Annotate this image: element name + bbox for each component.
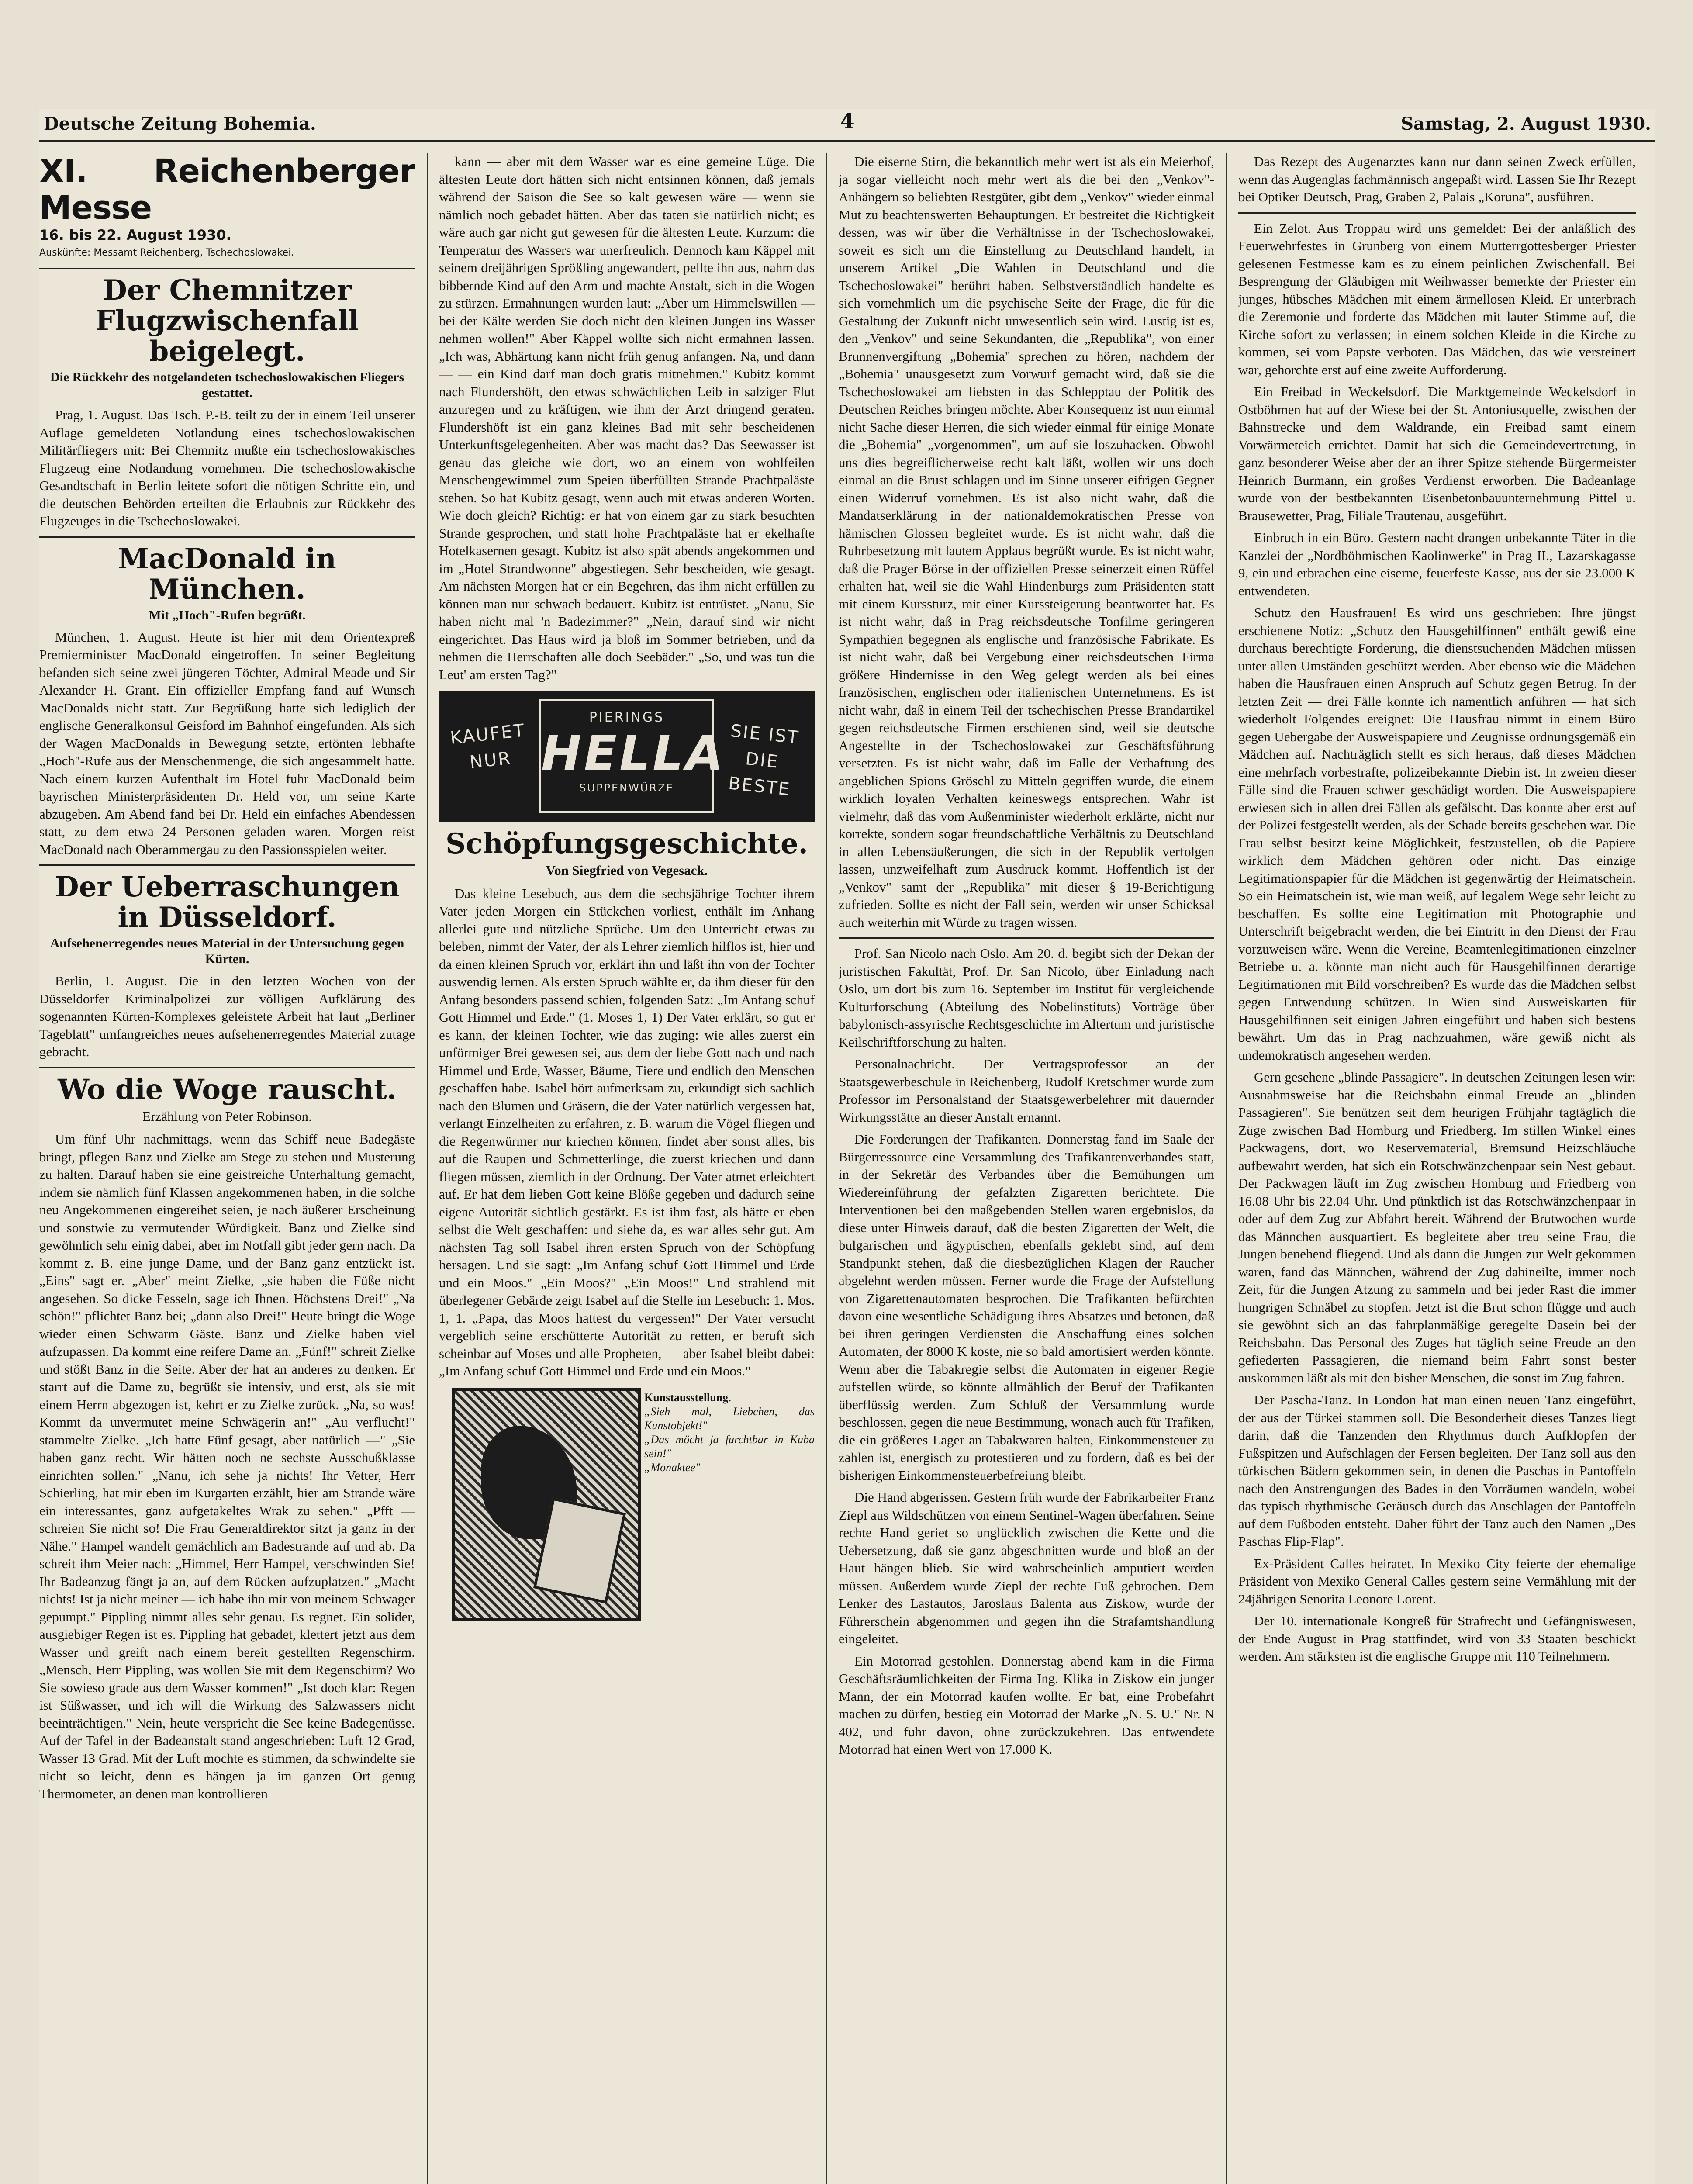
news-item: Einbruch in ein Büro. Gestern nacht drangen unbekannte Täter in die Kanzlei der „Nordböhmischen Kaolinwerke" in Prag II., Lazarskagasse 9, ein und erbrachen eine eiserne, feuerfeste Kasse, aus der sie 23.000 K entwendeten. (1238, 530, 1636, 598)
news-item: Ein Motorrad gestohlen. Donnerstag abend kam in die Firma Geschäftsräumlichkeiten der Firma Ing. Klika in Ziskow ein junger Mann, der ein Motorrad kaufen wollte. Er bat, eine Probefahrt machen zu dürfen, bestieg ein Motorrad der Marke „N. S. U." Nr. N 402, und fuhr davon, ohne zurückzukehren. Das entwendete Motorrad hat einen Wert von 17.000 K. (839, 1653, 1214, 1757)
caption-source: „Monaktee" (644, 1461, 700, 1474)
article-byline: Von Siegfried von Vegesack. (546, 863, 708, 878)
article-subtitle: Mit „Hoch"-Rufen begrüßt. (149, 608, 306, 622)
news-item: Schutz den Hausfrauen! Es wird uns geschrieben: Ihre jüngst erschienene Notiz: „Schutz den Hausgehilfinnen" enthält gewiß eine durchaus berechtigte Forderung, die dienstsuchenden Mädchen müssen unter allen Umständen geschützt werden. Aber ebenso wie die Mädchen haben die Hausfrauen einen Anspruch auf Schutz gegen Betrug. In der letzten Zeit — drei Fälle konnte ich namentlich anführen — hat sich wiederholt Folgendes ereignet: Die Hausfrau nimmt in einem Büro gegen Uebergabe der Ausweispapiere und Zeugnisse ordnungsgemäß ein Mädchen auf. Nachträglich stellt es sich heraus, daß dieses Mädchen eine mehrfach vorbestrafte, polizeibekannte Diebin ist. In zweien dieser Fälle sind die Frauen schwer geschädigt worden. Die Ausweispapiere erwiesen sich in allen drei Fällen als gefälscht. Das konnte aber erst auf der Polizei festgestellt werden, als der Schade bereits geschehen war. Die Frau selbst besitzt keine Möglichkeit, festzustellen, ob die Papiere wirklich dem Mädchen gehören oder nicht. Das einzige Legitimationspapier für die Mädchen ist gegenwärtig der Heimatschein. So ein Heimatschein ist, wie man weiß, auf legalem Wege sehr leicht zu beschaffen. Es sollte eine Legitimation mit Photographie und Unterschrift beigebracht werden, die bei Eintritt in den Dienst der Frau vorzuweisen wäre. Wenn die Vereine, Beamtenlegitimationen einzelner Betriebe u. a. könnte man nicht auch für Hausgehilfinnen derartige Legitimationen mit Bild vorschreiben? Es wurde das die Mädchen selbst gegen Entwendung schützen. In Wien sind Ausweiskarten für Hausgehilfinnen seit einigen Jahren eingeführt und haben sich bestens bewährt. Um das in Prag nachzuahmen, wäre gewiß nicht als undemokratisch angesehen werden. (1238, 605, 1636, 1063)
column-3 (839, 153, 1214, 2184)
ad-brand-name: HELLA (541, 725, 726, 781)
news-item: Prof. San Nicolo nach Oslo. Am 20. d. begibt sich der Dekan der juristischen Fakultät, Prof. Dr. San Nicolo, über Einladung nach Oslo, um dort bis zum 16. September im Institut für vergleichende Kulturforschung (Abteilung des Nobelinstituts) Vorträge über babylonisch-assyrische Rechtsgeschichte im Altertum und juristische Keilschriftforschung zu halten. (839, 946, 1214, 1050)
caption-line: „Sieh mal, Liebchen, das Kunstobjekt!" (644, 1405, 815, 1432)
column-4 (1238, 153, 1636, 2184)
article-byline: Erzählung von Peter Robinson. (142, 1108, 312, 1124)
news-item: Personalnachricht. Der Vertragsprofessor an der Staatsgewerbeschule in Reichenberg, Rudolf Kretschmer wurde zum Professor im Personalstand der Staatsgewerbelehrer mit dauernder Wirkungsstätte an dieser Anstalt ernannt. (839, 1056, 1214, 1125)
news-item: Die Forderungen der Trafikanten. Donnerstag fand im Saale der Bürgerressource eine Versammlung des Trafikantenverbandes statt, in der Sekretär des Verbandes über die Bemühungen um Wiedereinführung der gefalzten Zigaretten berichtete. Die Interventionen bei den maßgebenden Stellen waren ergebnislos, da diese unter Hinweis darauf, daß die besten Zigaretten der Welt, die bulgarischen und ägyptischen, ebenfalls geklebt sind, auf dem Standpunkt stehen, daß die diesbezüglichen Klagen der Raucher abgelehnt werden müssen. Ferner wurde die Frage der Aufstellung von Zigarettenautomaten besprochen. Die Trafikanten befürchten davon eine wesentliche Schädigung ihres Absatzes und betonen, daß bei ihren geringen Verdiensten die Anschaffung eines solchen Automaten, der 8000 K koste, nie so bald amortisiert werden könnte. Wenn aber die Tabakregie selbst die Automaten in eigener Regie aufstellen würde, so könnte allmählich der Beruf der Trafikanten überflüssig werden. Zum Schluß der Versammlung wurde beschlossen, gegen die neue Bestimmung, wonach auch für Trafiken, die ein größeres Lager an Tabakwaren halten, Einkommensteuer zu zahlen ist, energisch zu protestieren und zu fordern, daß es bei der bisherigen Einkommensteuerbefreiung bleibt. (839, 1131, 1214, 1483)
column-divider (427, 153, 428, 2184)
article-title: Schöpfungsgeschichte. (446, 827, 808, 860)
page-number: 4 (840, 109, 855, 134)
article-body: kann — aber mit dem Wasser war es eine gemeine Lüge. Die ältesten Leute dort hätten sich nicht entsinnen können, daß jemals während der Saison die See so kalt gewesen wäre — wenn sie nämlich noch gebadet hätten. Aber das taten sie natürlich nicht; es wäre auch gar nicht gut gewesen für die ältesten Leute. Kurzum: die Temperatur des Wassers war unerfreulich. Dennoch kam Käppel mit seinem dreijährigen Sprößling angewandert, pellte ihn aus, nahm das bibbernde Kind auf den Arm und machte Anstalt, sich in die Wogen zu stürzen. Ermahnungen wurden laut: „Aber um Himmelswillen — bei der Kälte werden Sie doch nicht den kleinen Jungen ins Wasser nehmen wollen!" Aber Käppel wollte sich nicht ermahnen lassen. „Ich was, Abhärtung kann nicht früh genug anfangen. Na, und dann — — ein Kind darf man doch gratis mitnehmen." Kubitz kommt nach Flundershöft, den etwas schwächlichen Leib in salziger Flut anzuregen und zu kräftigen, wie ihm der Arzt dringend geraten. Flundershöft ist ein ganz kleines Bad mit sehr bescheidenen Unterkunftsgelegenheiten. Aber was macht das? Das Seewasser ist genau das gleiche wie dort, wo an einem von wohlfeilen Menschengewimmel zum Speien überfüllten Strande Prachtpaläste stehen. So hat Kubitz gesagt, wenn auch mit etwas anderen Worten. Wie doch gleich? Richtig: er hat von einem gar zu stark besuchten Strande gesprochen, und statt hohe Prachtpaläste hat er ekelhafte Hotelkasernen gesagt. Kubitz ist also spät abends angekommen und im „Hotel Strandwonne" abgestiegen. Sehr bescheiden, wie gesagt. Am nächsten Morgen hat er ein Begehren, das ihm nicht erfüllen zu können man nur schwach bedauert. Kubitz ist entrüstet. „Nanu, Sie haben nicht mal 'n Badezimmer?" „Nein, darauf sind wir nicht eingerichtet. Das Haus wird ja bloß im Sommer betrieben, und da nehmen die Herrschaften alle doch Seebäder." „So, und was tun die Leut' am ersten Tag?" (439, 154, 815, 682)
news-item: Ein Freibad in Weckelsdorf. Die Marktgemeinde Weckelsdorf in Ostböhmen hat auf der Wiese bei der St. Antoniusquelle, zwischen der Bahnstrecke und dem Waldrande, ein Freibad samt einem Vorwärmeteich errichtet. Damit hat sich die Gemeindevertretung, in ganz besonderer Weise aber der an ihrer Spitze stehende Bürgermeister Heinrich Burmann, ein großes Verdienst erworben. Die Badeanlage wurde von der bestbekannten Eisenbetonbauunternehmung Pittel u. Brausewetter, Prag, Filiale Trautenau, ausgeführt. (1238, 384, 1636, 523)
fair-title: XI. Reichenberger Messe (39, 153, 415, 227)
fair-dates: 16. bis 22. August 1930. (39, 227, 231, 243)
ad-brand-top: PIERINGS (589, 710, 665, 725)
news-item: Der 10. internationale Kongreß für Strafrecht und Gefängniswesen, der Ende August in Prag stattfindet, wird von 33 Staaten beschickt werden. Am stärksten ist die englische Gruppe mit 110 Teilnehmern. (1238, 1613, 1636, 1664)
article-subtitle: Die Rückkehr des notgelandeten tschechoslowakischen Fliegers gestattet. (50, 370, 404, 400)
article-title: MacDonald in München. (118, 542, 336, 606)
article-subtitle: Aufsehenerregendes neues Material in der Untersuchung gegen Kürten. (50, 936, 404, 966)
news-item: Ein Zelot. Aus Troppau wird uns gemeldet: Bei der anläßlich des Feuerwehrfestes in Grunberg von einem Mutterrgottesberger Priester gelesenen Festmesse kam es zu einem peinlichen Zwischenfall. Bei Besprengung der Gläubigen mit Weihwasser bemerkte der Priester ein junges, hübsches Mädchen mit einem ärmellosen Kleid. Er unterbrach die Zeremonie und forderte das Mädchen mit lauter Stimme auf, die Kirche sofort zu verlassen; in einem solchen Kleide in die Kirche zu kommen, sei vom Papste verboten. Das Mädchen, das wie versteinert war, gehorchte erst auf eine zweite Aufforderung. (1238, 220, 1636, 377)
cartoon-illustration (452, 1388, 641, 1621)
caption-line: „Das möcht ja furchtbar in Kuba sein!" (644, 1433, 815, 1460)
article-body: Das kleine Lesebuch, aus dem die sechsjährige Tochter ihrem Vater jeden Morgen ein Stückchen vorliest, enthält im Anhang allerlei gute und nützliche Sprüche. Um den Unterricht etwas zu beleben, nimmt der Vater, der als Lehrer ziemlich hilflos ist, hier und da einen kleinen Spruch vor, erklärt ihn und läßt ihn von der Tochter auswendig lernen. Als ersten Spruch wählte er, da ihm dieser für den Anfang besonders passend schien, folgenden Satz: „Im Anfang schuf Gott Himmel und Erde." (1. Moses 1, 1) Der Vater erklärt, so gut er es kann, der kleinen Tochter, wie das zuging: wie alles zuerst ein unförmiger Brei gewesen sei, aus dem der liebe Gott nach und nach Himmel und Erde, Wasser, Bäume, Tiere und endlich den Menschen geschaffen habe. Isabel hört aufmerksam zu, erkundigt sich sachlich nach den Blumen und Gräsern, die der Vater natürlich vergessen hat, verlangt Einzelheiten zu erfahren, z. B. warum die Vögel fliegen und die Regenwürmer nur kriechen können, findet aber sonst alles, bis auf die Raupen und Schmetterlinge, die zuerst kriechen und dann fliegen müssen, ziemlich in der Ordnung. Der Vater atmet erleichtert auf. Er hat dem lieben Gott keine Blöße gegeben und dadurch seine eigene Autorität sichtlich gestärkt. Es ist ihm fast, als hätte er eben selbst die Welt geschaffen: und siehe da, es war alles sehr gut. Am nächsten Tag soll Isabel ihren ersten Spruch von der Schöpfung hersagen. Und sie sagt: „Im Anfang schuf Gott Himmel und Erde und ein Moos." „Ein Moos?" „Ein Moos!" Und strahlend mit überlegener Gebärde zeigt Isabel auf die Stelle im Lesebuch: 1. Mos. 1, 1. „Papa, das Moos hattest du vergessen!" Der Vater versucht vergeblich seine erschütterte Autorität zu retten, er beruft sich scheinbar auf Moses und alle Propheten, — aber Isabel bleibt dabei: „Im Anfang schuf Gott Himmel und Erde und ein Moos." (439, 885, 815, 1379)
news-item: Gern gesehene „blinde Passagiere". In deutschen Zeitungen lesen wir: Ausnahmsweise hat die Reichsbahn einmal Freude an „blinden Passagieren". Sie benützen seit dem heurigen Frühjahr tagtäglich die Züge zwischen Bad Homburg und Friedberg. Im stillen Winkel eines Packwagens, dort, wo Reservematerial, Bremsund Heizschläuche aufbewahrt werden, hat sich ein Rotschwänzchenpaar sein Nest gebaut. Der Packwagen läuft im Zug zwischen Homburg und Friedberg von 16.08 Uhr bis 22.04 Uhr. Und pünktlich ist das Rotschwänzchenpaar in oder auf dem Zug zur Abfahrt bereit. Während der Brutwochen wurde das Männchen ausquartiert. Es begleitete aber treu seine Frau, die Jungen benehend fliegend. Und als dann die Jungen zur Welt gekommen waren, fand das Männchen, während der Zug dahineilte, immer noch Zeit, für die Jungen Atzung zu sammeln und bei jeder Rast die immer hungrigen Schnäbel zu stopfen. Jetzt ist die Brut schon flügge und auch sie gewöhnt sich an das fahrplanmäßige geregelte Dasein bei der Reichsbahn. Das Personal des Zuges hat täglich seine Freude an den gefiederten Passagieren, die niemand beim Fahrt sonst bester auskommen läßt als mit den bisher Menschen, die sonst im Zug fahren. (1238, 1069, 1636, 1386)
divider (39, 268, 415, 269)
hella-advertisement (439, 691, 815, 822)
article-body: Prag, 1. August. Das Tsch. P.-B. teilt zu der in einem Teil unserer Auflage gemeldeten Notlandung eines tschechoslowakischen Militärfliegers mit: Bei Chemnitz mußte ein tschechoslowakisches Flugzeug eine Notlandung vornehmen. Die tschechoslowakische Gesandtschaft in Berlin leitete sofort die nötigen Schritte ein, und die deutschen Behörden erteilten die Erlaubnis zur Rückkehr des Flugzeuges in die Tschechoslowakei. (39, 407, 415, 529)
caption-title: Kunstausstellung. (644, 1391, 731, 1404)
ad-brand-bottom: SUPPENWÜRZE (579, 781, 674, 794)
header-rule (39, 140, 1655, 142)
cartoon-caption (644, 1391, 815, 1475)
divider (39, 536, 415, 538)
divider (839, 937, 1214, 939)
divider (39, 1067, 415, 1068)
article-body: Um fünf Uhr nachmittags, wenn das Schiff neue Badegäste bringt, pflegen Banz und Zielke am Stege zu stehen und Musterung zu halten. Darauf haben sie eine geistreiche Unterhaltung gemacht, indem sie nämlich fünf Klassen angekommenen haben, in die solche neu Angekommenen eingereihet seien, je nach äußerer Erscheinung und sonstwie zu vermutender Würdigkeit. Banz und Zielke sind gewöhnlich sehr einig dabei, aber im Notfall gibt jeder gern nach. Da kommt z. B. eine junge Dame, und der Banz ganz entzückt ist. „Eins" sagt er. „Aber" meint Zielke, „sie haben die Füße nicht angesehen. So dicke Fesseln, sage ich Ihnen. Höchstens Drei!" „Na schön!" pflichtet Banz bei; „dann also Drei!" Heute bringt die Woge wieder einen Schwarm Gäste. Banz und Zielke haben viel aufzupassen. Da kommt eine reifere Dame an. „Fünf!" schreit Zielke und stößt Banz in die Seite. Aber der hat an anderes zu denken. Er starrt auf die Dame zu, begrüßt sie intensiv, und erst, als sie mit einem Herrn abgezogen ist, kehrt er zu Zielke zurück. „Na, so was! Kommt da unvermutet meine Schwägerin an!" „Au verflucht!" stammelte Zielke. „Ich hatte Fünf gesagt, aber natürlich —" „Sie haben ganz recht. Wir hätten noch ne sechste Ausschußklasse einrichten sollen." „Nanu, ich sehe ja nichts! Ihr Vetter, Herr Schierling, hat mir eben im Kurgarten erzählt, hier am Strande wäre ein interessantes, ganz aufgetakeltes Wrak zu sehen." „Pfft — schreien Sie nicht so! Die Frau Generaldirektor sitzt ja ganz in der Nähe." Hampel wandelt gemächlich am Badestrande auf und ab. Da schreit ihm Meier nach: „Himmel, Herr Hampel, verschwinden Sie! Ihr Badeanzug fängt ja an, auf dem Rücken aufzuplatzen." „Macht nichts! Ist ja nicht meiner — ich habe ihn mir von meinem Schwager gepumpt." Pippling nimmt alles sehr genau. Es regnet. Ein solider, ausgiebiger Regen ist es. Pippling hat gebadet, klettert jetzt aus dem Wasser und greift nach einem bereit gestellten Regenschirm. „Mensch, Herr Pippling, was wollen Sie mit dem Regenschirm? Wo Sie sowieso grade aus dem Wasser kommen!" „Ist doch klar: Regen ist Süßwasser, und ich will die Wirkung des Salzwassers nicht beeinträchtigen." Nein, heute verspricht die See keine Badegenüsse. Auf der Tafel in der Badeanstalt stand angeschrieben: Luft 12 Grad, Wasser 13 Grad. Mit der Luft mochte es stimmen, da schwindelte sie nicht so leicht, denn es hängen ja im ganzen Ort genug Thermometer, an denen man kontrollieren (39, 1131, 415, 1801)
article-body: München, 1. August. Heute ist hier mit dem Orientexpreß Premierminister MacDonald eingetroffen. In seiner Begleitung befanden sich seine zwei jüngeren Töchter, Admiral Meade und Sir Alexander H. Grant. Ein offizieller Empfang fand auf Wunsch MacDonalds nicht statt. Zur Begrüßung hatte sich lediglich der englische Generalkonsul Geisford im Bahnhof eingefunden. Als sich der Wagen MacDonalds in Bewegung setzte, ertönten lebhafte „Hoch"-Rufe aus der Menschenmenge, die sich angesammelt hatte. Nach einem kurzen Aufenthalt im Hotel fuhr MacDonald beim bayrischen Ministerpräsidenten Dr. Held vor, um seine Karte abzugeben. Am Abend fand bei Dr. Held ein einfaches Abendessen statt, zu dem etwa 24 Personen geladen waren. Morgen reist MacDonald nach Oberammergau zu den Passionsspielen weiter. (39, 629, 415, 857)
news-item: Die Hand abgerissen. Gestern früh wurde der Fabrikarbeiter Franz Ziepl aus Wildschützen von einem Sentinel-Wagen überfahren. Seine rechte Hand geriet so unglücklich zwischen die Kette und die Uebersetzung, daß sie ganz abgeschnitten wurde und bloß an der Haut hängen blieb. Sie wird wahrscheinlich amputiert werden müssen. Außerdem wurde Ziepl der rechte Fuß gebrochen. Dem Lenker des Lastautos, Jaroslaus Balenta aus Ziskow, wurde der Führerschein abgenommen und gegen ihn die Strafamtshandlung eingeleitet. (839, 1489, 1214, 1646)
article-body: Berlin, 1. August. Die in den letzten Wochen von der Düsseldorfer Kriminalpolizei zur völligen Aufklärung des sogenannten Kürten-Komplexes geleistete Arbeit hat laut „Berliner Tageblatt" umfangreiches neues aufsehenerregendes Material zutage gebracht. (39, 973, 415, 1059)
article-title: Wo die Woge rauscht. (58, 1073, 397, 1106)
divider (1238, 212, 1636, 214)
news-item: Der Pascha-Tanz. In London hat man einen neuen Tanz eingeführt, der aus der Türkei stammen soll. Die Besonderheit dieses Tanzes liegt darin, daß die Tanzenden den Rhythmus durch Aufklopfen der Fußspitzen und Aufschlagen der Fersen begleiten. Der Tanz soll aus den türkischen Bädern gekommen sein, in denen die Paschas in Pantoffeln nach den Anstrengungen des Bades in den Vorräumen wandeln, wobei das typisch rhythmische Geräusch durch das Anschlagen der Pantoffeln auf dem Fußboden entsteht. Daher führt der Tanz auch den Namen „Des Paschas Flip-Flap". (1238, 1392, 1636, 1549)
divider (39, 864, 415, 866)
running-head (39, 109, 1655, 140)
ad-brand-box (539, 699, 726, 813)
ad-right-text: SIE IST DIE BESTE (727, 721, 801, 800)
column-divider (826, 153, 827, 2184)
fair-info: Auskünfte: Messamt Reichenberg, Tschechoslowakei. (39, 247, 294, 258)
news-item: Ex-Präsident Calles heiratet. In Mexiko City feierte der ehemalige Präsident von Mexiko General Calles gestern seine Vermählung mit der 24jährigen Senorita Leonore Lorent. (1238, 1555, 1636, 1607)
article-title: Der Ueberraschungen in Düsseldorf. (55, 871, 400, 934)
column-divider (1226, 153, 1227, 2184)
column-2 (439, 153, 815, 2184)
newspaper-name: Deutsche Zeitung Bohemia. (44, 114, 316, 134)
column-1 (39, 153, 415, 2184)
article-title: Der Chemnitzer Flugzwischenfall beigelegt. (95, 274, 359, 368)
issue-date: Samstag, 2. August 1930. (1401, 114, 1651, 134)
article-body: Die eiserne Stirn, die bekanntlich mehr wert ist als ein Meierhof, ja sogar vielleicht noch mehr wert als die bei den „Venkov"-Anhängern so beliebten Restgüter, gibt dem „Venkov" wieder einmal Mut zu beachtenswerten Behauptungen. Er bestreitet die Richtigkeit dessen, was wir über die Verhältnisse in der Tschechoslowakei, soweit es sich um die Einstellung zu Deutschland handelt, in unserem Artikel „Die Wahlen in Deutschland und die Tschechoslowakei" berührt haben. Selbstverständlich handelte es sich vornehmlich um die psychische Seite der Frage, die für die Gestaltung der Zukunft nicht unwesentlich sein wird. Lustig ist es, den „Venkov" und seine Sekundanten, die „Republika", von einer Brunnenvergiftung „Bohemia" sprechen zu hören, nachdem der „Bohemia" unausgesetzt zum Vorwurf gemacht wird, daß sie die Tschechoslowakei am liebsten in das Schlepptau der Politik des Deutschen Reiches bringen möchte. Aber Konsequenz ist nun einmal nicht Sache dieser Herren, die sich wieder einmal für einige Monate die „Bohemia" „vorgenommen", um auf sie loszuhacken. Obwohl uns dies begreiflicherweise recht kalt läßt, wollen wir uns doch einmal an die Brust schlagen und im Sinne unserer eifrigen Gegner einen Widerruf vornehmen. Es ist also nicht wahr, daß die Mandatserklärung in der nationaldemokratischen Presse von hämischen Glossen begleitet wurde. Es ist nicht wahr, daß die Ruhrbesetzung mit lautem Applaus begrüßt wurde. Es ist nicht wahr, daß die Prager Börse in der offiziellen Presse seinerzeit einen Rüffel erhalten hat, weil sie die Wahl Hindenburgs zum Präsidenten statt mit einem Kurssturz, mit einer Kurssteigerung beantwortet hat. Es ist nicht wahr, daß in Prag reichsdeutsche Tonfilme geringeren Sympathien begegnen als englische und französische Fabrikate. Es ist nicht wahr, daß bei Vergebung einer reichsdeutschen Firma größere Hindernisse in den Weg gelegt werden als bei eines französischen, englischen oder italienischen Unternehmens. Es ist nicht wahr, daß in einem Teil der tschechischen Presse Brandartikel gegen reichsdeutsche Firmen erschienen sind, weil sie deutsche Angestellte in der Tschechoslowakei zur Geschäftsführung versetzten. Es ist nicht wahr, daß im Falle der Verhaftung des angeblichen Spions Gröschl zu Mitteln gegriffen wurde, die einem wirklich loyalen Verhalten keineswegs entsprechen. Wahr ist vielmehr, daß das vom Außenminister wiederholt erklärte, nicht nur korrekte, sondern sogar freundschaftliche Verhältnis zu Deutschland in allen Lebensäußerungen, die sich in der Republik verfolgen lassen, unzweifelhaft zum Ausdruck kommt. Hoffentlich ist der „Venkov" samt der „Republika" mit dieser § 19-Berichtigung zufrieden. Sollte es nicht der Fall sein, werden wir unser Schicksal auch weiterhin mit Würde zu tragen wissen. (839, 154, 1214, 930)
newspaper-page (39, 109, 1655, 2184)
news-item: Das Rezept des Augenarztes kann nur dann seinen Zweck erfüllen, wenn das Augenglas fachmännisch angepaßt wird. Lassen Sie Ihr Rezept bei Optiker Deutsch, Prag, Graben 2, Palais „Koruna", ausführen. (1238, 154, 1636, 204)
ad-left-text: KAUFET NUR (449, 720, 527, 773)
